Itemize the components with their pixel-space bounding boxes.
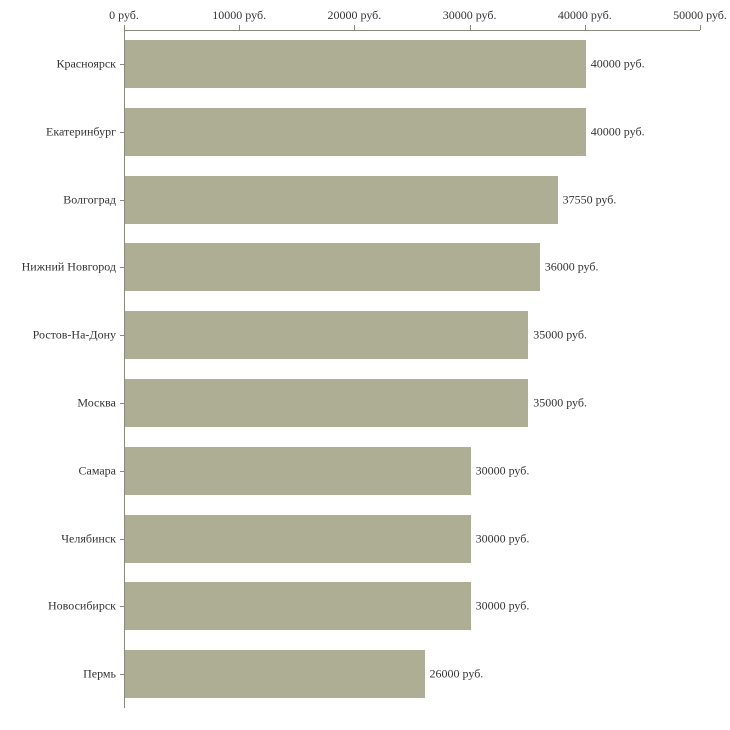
bar-value-label: 30000 руб. bbox=[475, 531, 530, 545]
x-tick-mark bbox=[585, 25, 586, 30]
y-category-label: Волгоград bbox=[63, 192, 116, 206]
y-tick-mark bbox=[120, 606, 124, 607]
y-category-label: Пермь bbox=[83, 666, 116, 681]
bar[interactable] bbox=[125, 108, 586, 156]
x-tick-label: 20000 руб. bbox=[327, 8, 382, 22]
y-tick-mark bbox=[120, 200, 124, 201]
x-tick-label: 30000 руб. bbox=[442, 8, 497, 22]
bar[interactable] bbox=[125, 311, 528, 359]
bar-value-label: 30000 руб. bbox=[475, 463, 530, 478]
y-category-label: Нижний Новгород bbox=[21, 259, 116, 274]
bar-value-label: 35000 руб. bbox=[533, 395, 587, 410]
bar-value-label: 40000 руб. bbox=[590, 56, 645, 71]
y-category-label: Ростов-На-Дону bbox=[32, 327, 116, 342]
x-tick-mark bbox=[239, 25, 240, 30]
x-tick-label: 40000 руб. bbox=[557, 8, 612, 22]
y-category-label: Москва bbox=[77, 395, 116, 410]
bar[interactable] bbox=[125, 176, 558, 224]
y-tick-mark bbox=[120, 674, 124, 675]
x-tick-mark bbox=[700, 25, 701, 30]
bar-value-label: 36000 руб. bbox=[544, 259, 599, 274]
bar[interactable] bbox=[125, 515, 471, 563]
x-tick-label: 50000 руб. bbox=[673, 8, 727, 22]
x-tick-mark bbox=[354, 25, 355, 30]
x-tick-label: 0 руб. bbox=[109, 8, 139, 22]
y-tick-mark bbox=[120, 471, 124, 472]
bar[interactable] bbox=[125, 40, 586, 88]
x-axis-line bbox=[124, 30, 700, 31]
y-tick-mark bbox=[120, 539, 124, 540]
bar[interactable] bbox=[125, 379, 528, 427]
x-tick-mark bbox=[124, 25, 125, 30]
bar[interactable] bbox=[125, 243, 540, 291]
y-tick-mark bbox=[120, 335, 124, 336]
bar-value-label: 35000 руб. bbox=[533, 327, 587, 342]
y-category-label: Новосибирск bbox=[48, 598, 116, 613]
bar[interactable] bbox=[125, 650, 425, 698]
bar-value-label: 26000 руб. bbox=[429, 666, 484, 681]
y-tick-mark bbox=[120, 267, 124, 268]
x-tick-label: 10000 руб. bbox=[212, 8, 267, 22]
bar-value-label: 30000 руб. bbox=[475, 598, 530, 613]
y-tick-mark bbox=[120, 132, 124, 133]
y-category-label: Красноярск bbox=[56, 56, 116, 71]
y-tick-mark bbox=[120, 403, 124, 404]
bar[interactable] bbox=[125, 447, 471, 495]
bar-value-label: 37550 руб. bbox=[562, 192, 617, 206]
x-tick-mark bbox=[470, 25, 471, 30]
y-tick-mark bbox=[120, 64, 124, 65]
y-category-label: Екатеринбург bbox=[46, 124, 116, 139]
bar-value-label: 40000 руб. bbox=[590, 124, 645, 139]
bar[interactable] bbox=[125, 582, 471, 630]
y-category-label: Самара bbox=[78, 463, 116, 478]
y-category-label: Челябинск bbox=[61, 531, 116, 545]
